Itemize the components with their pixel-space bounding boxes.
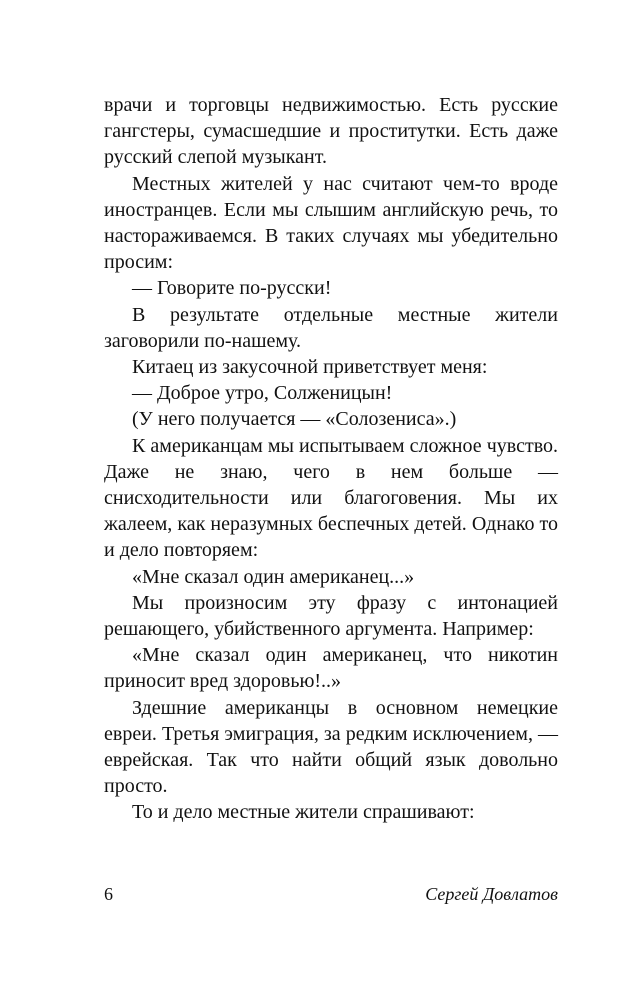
page-number: 6 xyxy=(104,884,113,904)
paragraph-5: Китаец из закусочной приветствует меня: xyxy=(132,356,488,379)
paragraph-9: «Мне сказал один американец...» xyxy=(132,565,415,588)
running-author: Сергей Довлатов xyxy=(425,884,558,904)
paragraph-10: Мы произносим эту фразу с интонацией решающего, убийственного аргумента. Например: xyxy=(104,591,558,641)
page-footer xyxy=(104,884,558,910)
body-text xyxy=(104,92,558,826)
paragraph-12: Здешние американцы в основном немецкие евреи. Третья эмиграция, за редким исключением, — еврейская. Так что найти общий язык довольно просто. xyxy=(104,696,558,798)
paragraph-6: — Доброе утро, Солженицын! xyxy=(132,382,393,405)
paragraph-8: К американцам мы испытываем сложное чувство. Даже не знаю, чего в нем больше — снисходительности или благоговения. Мы их жалеем, как неразумных беспечных детей. Однако то и дело повторяем: xyxy=(104,434,558,562)
paragraph-7: (У него получается — «Солозениса».) xyxy=(132,408,457,431)
paragraph-3: — Говорите по-русски! xyxy=(132,277,332,300)
paragraph-2: Местных жителей у нас считают чем-то вроде иностранцев. Если мы слышим английскую речь, то настораживаемся. В таких случаях мы убедительно просим: xyxy=(104,172,558,274)
paragraph-1: врачи и торговцы недвижимостью. Есть русские гангстеры, сумасшедшие и проститутки. Есть даже русский слепой музыкант. xyxy=(104,94,558,169)
paragraph-13: То и дело местные жители спрашивают: xyxy=(132,801,475,824)
paragraph-11: «Мне сказал один американец, что никотин приносит вред здоровью!..» xyxy=(104,644,558,693)
paragraph-4: В результате отдельные местные жители заговорили по-нашему. xyxy=(104,303,558,352)
